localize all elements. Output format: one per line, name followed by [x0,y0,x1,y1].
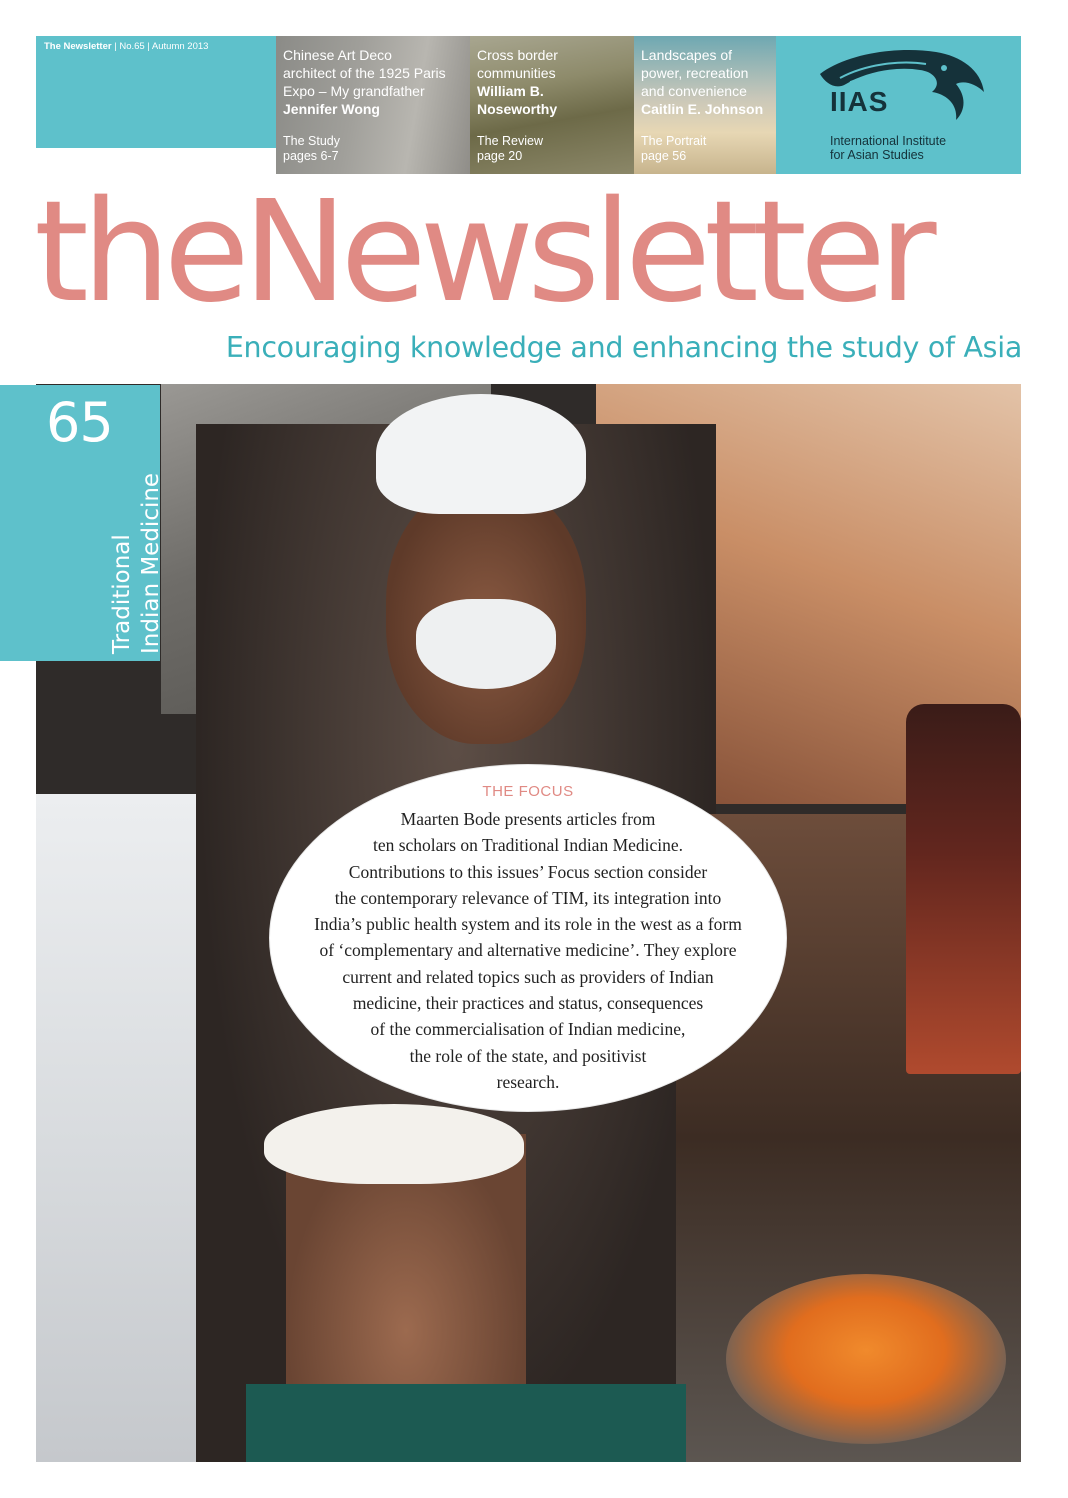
teaser-author: Noseworthy [477,101,558,117]
teaser-the-review[interactable]: Cross border communities William B. Noseworthy The Review page 20 [470,36,634,174]
teaser-author: Caitlin E. Johnson [641,101,764,117]
masthead-tagline: Encouraging knowledge and enhancing the study of Asia [225,331,1022,364]
publisher-logo-box[interactable] [776,36,1021,174]
teaser-the-study[interactable]: Chinese Art Deco architect of the 1925 Paris Expo – My grandfather Jennifer Wong The Study pages 6-7 [276,36,470,174]
focus-body: Maarten Bode presents articles from ten scholars on Traditional Indian Medicine. Contributions to this issues’ Focus section consider the contemporary relevance of TIM, its integration into India’s public health system and its role in the west as a form of ‘complementary and alternative medicine’. They explore current and related topics such as providers of Indian medicine, their practices and status, consequences of the commercialisation of Indian medicine, the role of the state, and positivist research. [314,809,742,1092]
issue-tab-theme: Traditional Indian Medicine [109,472,164,654]
teaser-the-portrait[interactable]: Landscapes of power, recreation and convenience Caitlin E. Johnson The Portrait page 56 [634,36,776,174]
publisher-name: International Institute for Asian Studies [830,134,947,162]
masthead-title: theNewsletter [34,171,930,334]
focus-callout[interactable] [270,765,786,1111]
publisher-abbr: IIAS [830,86,889,117]
issue-line: The Newsletter | No.65 | Autumn 2013 [44,41,209,52]
teaser-section: The Portrait [641,134,707,148]
mortar-turmeric [726,1274,1006,1444]
issue-season: Autumn 2013 [151,41,209,52]
issue-info-box [36,36,276,148]
teaser-author: Jennifer Wong [283,101,380,117]
issue-tab-number: 65 [46,391,113,454]
teaser-author: William B. [477,83,544,99]
teaser-pages: page 56 [641,149,687,163]
focus-heading: THE FOCUS [482,783,574,800]
teaser-section: The Review [477,134,543,148]
surgical-mask [416,599,556,689]
teaser-pages: pages 6-7 [283,149,339,163]
teaser-pages: page 20 [477,149,523,163]
hair-net [376,394,586,514]
head-band [264,1104,524,1184]
tonic-bottle [906,704,1021,1074]
patient-gown [246,1384,686,1462]
issue-title: The Newsletter [44,41,112,52]
issue-number: No.65 [119,41,145,52]
teaser-section: The Study [283,134,340,148]
